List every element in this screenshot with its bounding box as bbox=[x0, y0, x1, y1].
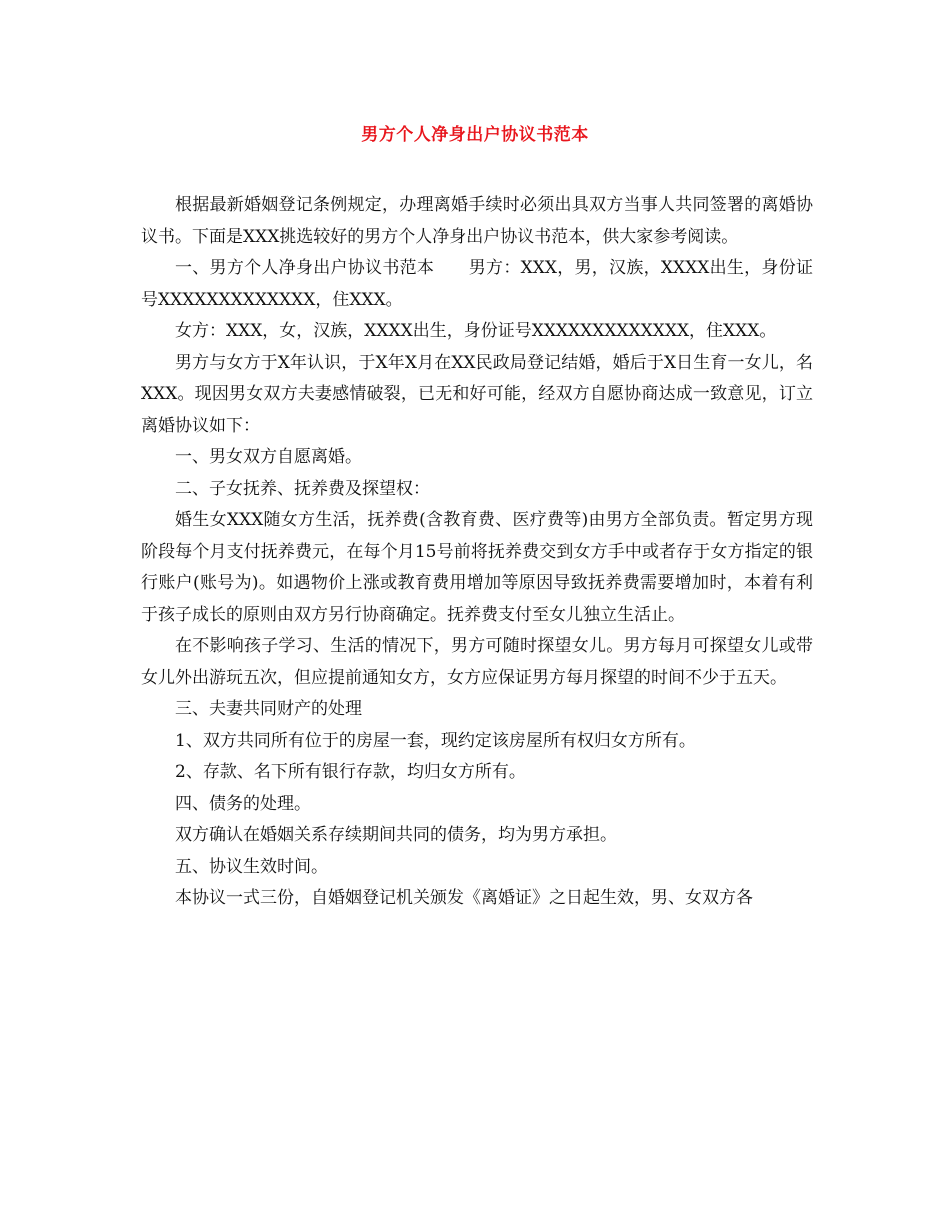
document-body bbox=[141, 190, 813, 915]
paragraph-party-female: 女方：XXX，女，汉族，XXXX出生，身份证号XXXXXXXXXXXXX，住XXX。 bbox=[175, 321, 777, 341]
section-heading-custody: 二、子女抚养、抚养费及探望权： bbox=[175, 478, 430, 499]
document-title: 男方个人净身出户协议书范本 bbox=[361, 125, 589, 145]
paragraph-intro: 根据最新婚姻登记条例规定，办理离婚手续时必须出具双方当事人共同签署的离婚协议书。下面是XXX挑选较好的男方个人净身出户协议书范本，供大家参考阅读。 bbox=[141, 195, 813, 247]
paragraph-visitation: 在不影响孩子学习、生活的情况下，男方可随时探望女儿。男方每月可探望女儿或带女儿外出游玩五次，但应提前通知女方，女方应保证男方每月探望的时间不少于五天。 bbox=[141, 636, 813, 688]
section-heading-effective: 五、协议生效时间。 bbox=[175, 856, 328, 877]
paragraph-party-male: 一、男方个人净身出户协议书范本 男方：XXX，男，汉族，XXXX出生，身份证号XXXXXXXXXXXXX，住XXX。 bbox=[141, 258, 813, 310]
paragraph-background: 男方与女方于X年认识，于X年X月在XX民政局登记结婚，婚后于X日生育一女儿，名XXX。现因男女双方夫妻感情破裂，已无和好可能，经双方自愿协商达成一致意见，订立离婚协议如下： bbox=[141, 352, 813, 436]
paragraph-debts: 双方确认在婚姻关系存续期间共同的债务，均为男方承担。 bbox=[175, 825, 617, 845]
section-heading-debts: 四、债务的处理。 bbox=[175, 793, 311, 814]
list-item-savings: 2、存款、名下所有银行存款，均归女方所有。 bbox=[175, 762, 526, 782]
section-heading-divorce: 一、男女双方自愿离婚。 bbox=[175, 447, 362, 467]
paragraph-child-support: 婚生女XXX随女方生活，抚养费(含教育费、医疗费等)由男方全部负责。暂定男方现阶段每个月支付抚养费元，在每个月15号前将抚养费交到女方手中或者存于女方指定的银行账户(账号为)。如遇物价上涨或教育费用增加等原因导致抚养费需要增加时，本着有利于孩子成长的原则由双方另行协商确定。抚养费支付至女儿独立生活止。 bbox=[141, 510, 813, 625]
paragraph-effective: 本协议一式三份，自婚姻登记机关颁发《离婚证》之日起生效，男、女双方各 bbox=[175, 888, 753, 908]
list-item-house: 1、双方共同所有位于的房屋一套，现约定该房屋所有权归女方所有。 bbox=[175, 730, 696, 751]
section-heading-property: 三、夫妻共同财产的处理 bbox=[175, 699, 362, 719]
